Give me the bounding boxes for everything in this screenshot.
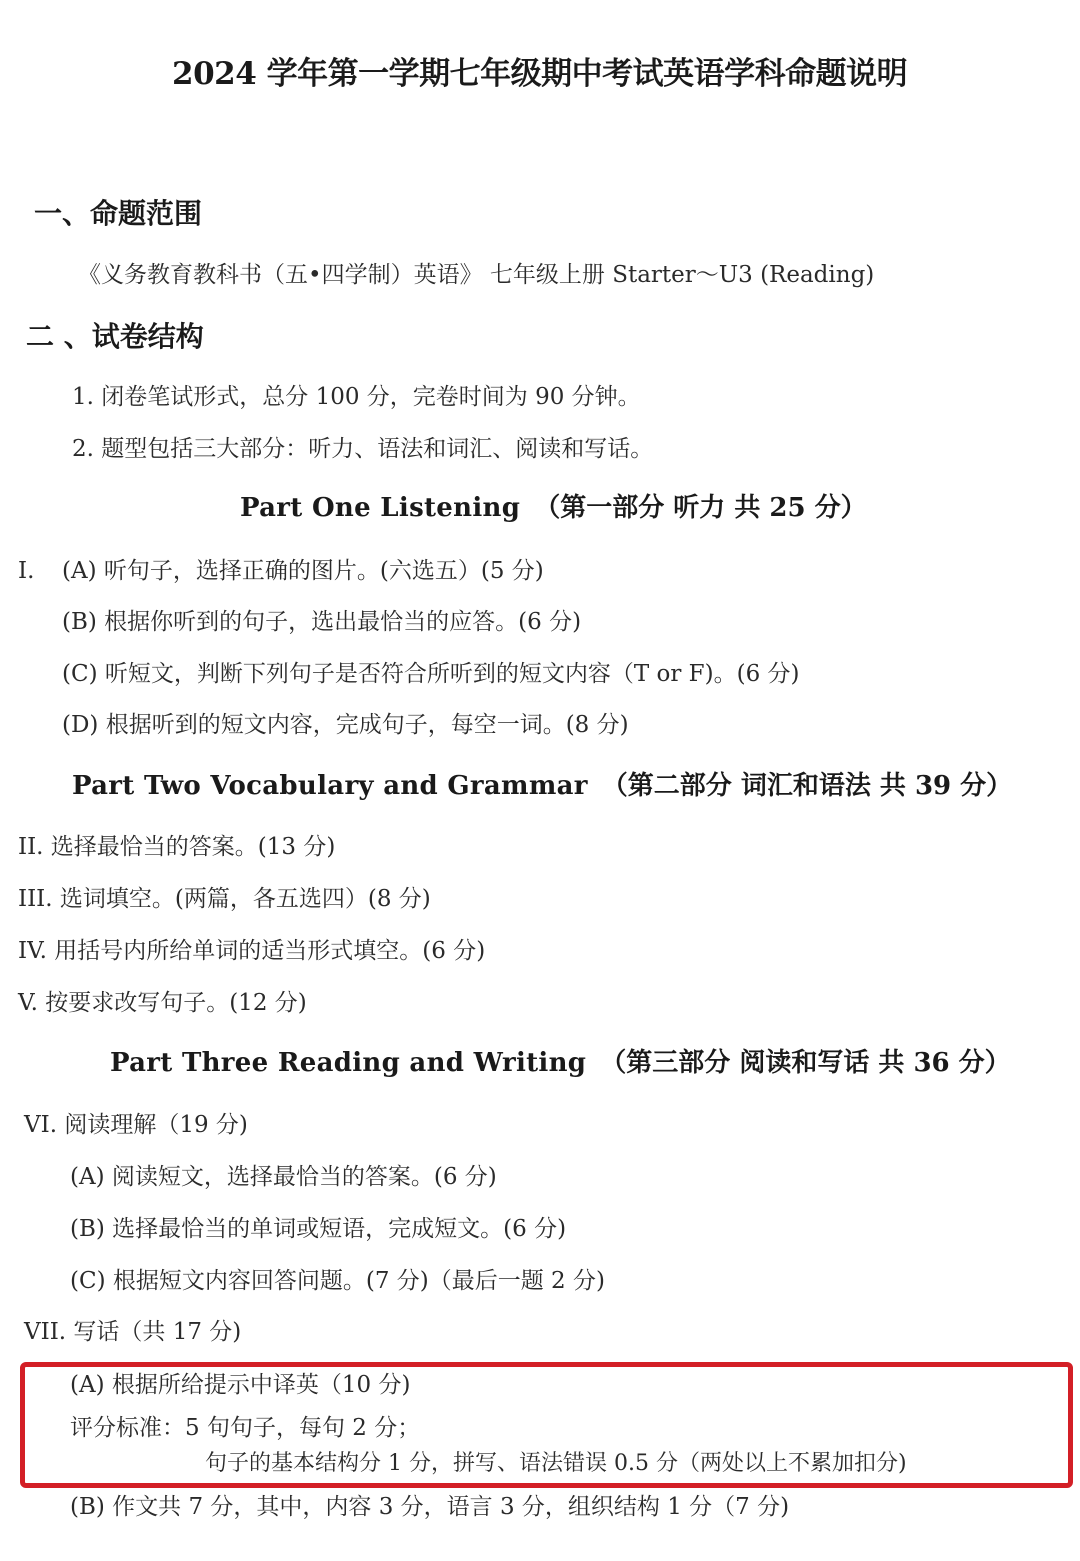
part-two-heading bbox=[72, 771, 1012, 802]
listening-item-c: (C) 听短文，判断下列句子是否符合所听到的短文内容（T or F)。(6 分) bbox=[62, 661, 800, 687]
listening-item-a: (A) 听句子，选择正确的图片。(六选五）(5 分) bbox=[62, 558, 544, 584]
part-two-english: Part Two Vocabulary and Grammar bbox=[72, 771, 588, 801]
part-one-chinese: （第一部分 听力 共 25 分） bbox=[534, 493, 867, 523]
part-one-english: Part One Listening bbox=[240, 493, 521, 523]
document-title: 2024 学年第一学期七年级期中考试英语学科命题说明 bbox=[172, 56, 908, 92]
grading-criteria-1: 评分标准：5 句句子，每句 2 分； bbox=[70, 1415, 421, 1441]
writing-item-b: (B) 作文共 7 分，其中，内容 3 分，语言 3 分，组织结构 1 分（7 分) bbox=[70, 1494, 790, 1520]
section-structure-heading: 二 、试卷结构 bbox=[26, 320, 204, 353]
vocab-item-iv: IV. 用括号内所给单词的适当形式填空。(6 分) bbox=[18, 938, 486, 964]
part-one-heading bbox=[240, 493, 867, 524]
part-one-roman: I. bbox=[18, 558, 35, 584]
listening-item-b: (B) 根据你听到的句子，选出最恰当的应答。(6 分) bbox=[62, 609, 582, 635]
scope-text: 《义务教育教科书（五•四学制）英语》 七年级上册 Starter～U3 (Reading) bbox=[78, 262, 875, 288]
reading-item-a: (A) 阅读短文，选择最恰当的答案。(6 分) bbox=[70, 1164, 497, 1190]
structure-item-2: 2. 题型包括三大部分：听力、语法和词汇、阅读和写话。 bbox=[72, 436, 654, 462]
reading-heading-vi: VI. 阅读理解（19 分) bbox=[24, 1112, 248, 1138]
part-three-heading bbox=[110, 1048, 1011, 1079]
vocab-item-v: V. 按要求改写句子。(12 分) bbox=[18, 990, 307, 1016]
part-two-chinese: （第二部分 词汇和语法 共 39 分） bbox=[601, 771, 1013, 801]
grading-criteria-2: 句子的基本结构分 1 分，拼写、语法错误 0.5 分（两处以上不累加扣分) bbox=[205, 1451, 907, 1476]
section-scope-heading: 一、命题范围 bbox=[34, 197, 203, 230]
part-three-chinese: （第三部分 阅读和写话 共 36 分） bbox=[600, 1048, 1011, 1078]
reading-item-b: (B) 选择最恰当的单词或短语，完成短文。(6 分) bbox=[70, 1216, 567, 1242]
vocab-item-ii: II. 选择最恰当的答案。(13 分) bbox=[18, 834, 336, 860]
writing-heading-vii: VII. 写话（共 17 分) bbox=[24, 1319, 242, 1345]
part-three-english: Part Three Reading and Writing bbox=[110, 1048, 587, 1078]
vocab-item-iii: III. 选词填空。(两篇，各五选四）(8 分) bbox=[18, 886, 431, 912]
listening-item-d: (D) 根据听到的短文内容，完成句子，每空一词。(8 分) bbox=[62, 712, 629, 738]
writing-item-a: (A) 根据所给提示中译英（10 分) bbox=[70, 1372, 411, 1398]
structure-item-1: 1. 闭卷笔试形式，总分 100 分，完卷时间为 90 分钟。 bbox=[72, 384, 641, 410]
reading-item-c: (C) 根据短文内容回答问题。(7 分)（最后一题 2 分) bbox=[70, 1268, 605, 1294]
